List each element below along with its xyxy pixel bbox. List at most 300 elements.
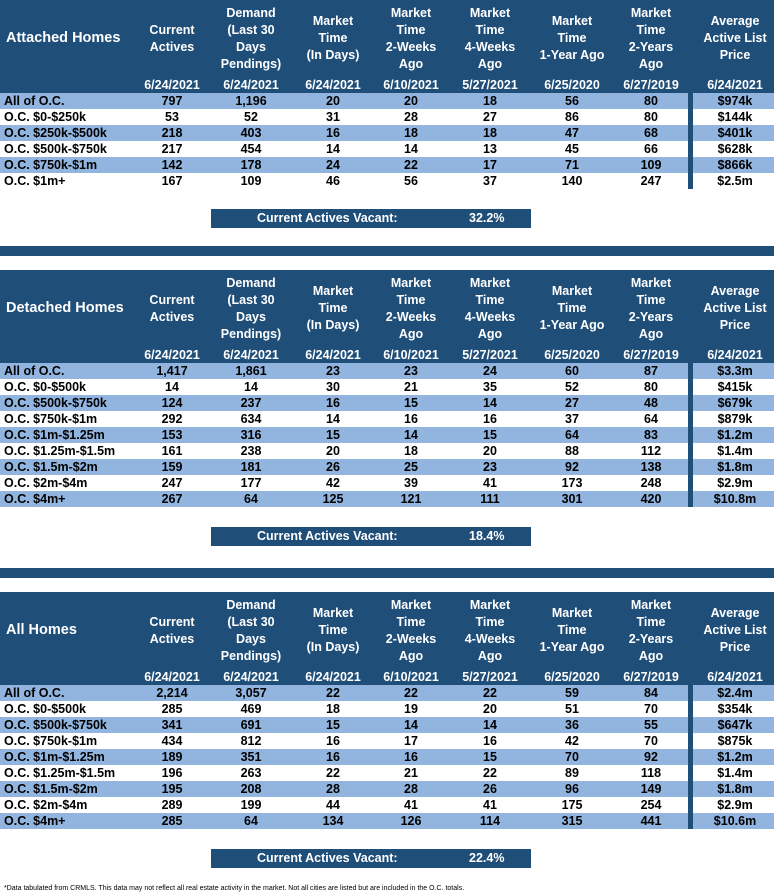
attached-homes-vacant-box [211,209,531,228]
table-row [0,141,774,157]
section-divider [0,568,774,578]
cell-value: 177 [240,476,262,490]
date-label: 6/24/2021 [223,78,279,92]
cell-value: 118 [640,766,662,780]
cell-value: 84 [644,686,658,700]
cell-value: 16 [404,412,418,426]
cell-value: 41 [404,798,418,812]
table-row [0,459,774,475]
cell-value: 26 [483,782,497,796]
cell-value: 18 [483,126,497,140]
cell-value: $354k [717,702,753,716]
table-row [0,717,774,733]
vacant-value: 22.4% [469,851,505,865]
row-label: O.C. $1.25m-$1.5m [4,444,116,458]
detached-homes-title: Detached Homes [6,300,124,316]
cell-value: 17 [404,734,418,748]
cell-value: 112 [640,444,662,458]
cell-value: 30 [326,380,340,394]
cell-value: 68 [644,126,658,140]
cell-value: 15 [326,718,340,732]
cell-value: 797 [161,94,183,108]
column-header-mt-2w: Market Time 2-Weeks Ago [385,275,437,341]
date-label: 6/10/2021 [383,348,439,362]
row-label: O.C. $500k-$750k [4,142,107,156]
column-header-demand: Demand (Last 30 Days Pendings) [220,275,282,341]
column-header-demand: Demand (Last 30 Days Pendings) [220,5,282,71]
cell-value: 19 [404,702,418,716]
cell-value: 21 [404,766,418,780]
cell-value: 301 [561,492,583,506]
vacant-label: Current Actives Vacant: [257,211,398,225]
cell-value: 92 [644,750,658,764]
row-label: O.C. $1.5m-$2m [4,782,98,796]
cell-value: 1,861 [235,364,267,378]
table-row [0,781,774,797]
cell-value: 22 [483,766,497,780]
cell-value: 16 [326,396,340,410]
row-label: All of O.C. [4,94,65,108]
table-row [0,411,774,427]
all-homes-header [0,592,774,669]
cell-value: 341 [161,718,183,732]
table-row [0,765,774,781]
cell-value: $10.6m [713,814,757,828]
cell-value: $1.2m [717,428,753,442]
attached-homes-dates-row [0,77,774,93]
cell-value: 64 [244,492,258,506]
column-header-mt-2w: Market Time 2-Weeks Ago [385,597,437,663]
cell-value: 14 [244,380,258,394]
cell-value: 48 [644,396,658,410]
cell-value: 22 [404,158,418,172]
cell-value: $1.8m [717,782,753,796]
cell-value: 13 [483,142,497,156]
cell-value: 46 [326,174,340,188]
date-label: 6/25/2020 [544,78,600,92]
cell-value: 14 [483,396,497,410]
cell-value: 92 [565,460,579,474]
row-label: O.C. $0-$500k [4,702,86,716]
cell-value: $1.4m [717,766,753,780]
cell-value: 15 [483,428,497,442]
cell-value: 111 [480,492,500,506]
cell-value: 315 [561,814,583,828]
cell-value: 16 [483,412,497,426]
cell-value: 36 [565,718,579,732]
cell-value: 26 [326,460,340,474]
cell-value: 39 [404,476,418,490]
row-label: O.C. $1m-$1.25m [4,750,105,764]
cell-value: 18 [404,444,418,458]
cell-value: 27 [483,110,497,124]
column-header-mt-2w: Market Time 2-Weeks Ago [385,5,437,71]
vacant-value: 32.2% [469,211,505,225]
cell-value: 15 [404,396,418,410]
cell-value: 23 [404,364,418,378]
cell-value: $974k [717,94,753,108]
cell-value: 71 [565,158,579,172]
cell-value: 109 [640,158,662,172]
cell-value: $144k [717,110,753,124]
cell-value: 134 [322,814,344,828]
cell-value: $415k [717,380,753,394]
column-separator [688,363,693,507]
row-label: O.C. $500k-$750k [4,396,107,410]
table-row [0,379,774,395]
column-header-mt-2y: Market Time 2-Years Ago [628,597,674,663]
cell-value: 53 [165,110,179,124]
cell-value: 86 [565,110,579,124]
column-header-mt-days: Market Time (In Days) [306,14,360,62]
cell-value: 28 [404,110,418,124]
cell-value: 70 [644,734,658,748]
cell-value: 16 [483,734,497,748]
cell-value: 96 [565,782,579,796]
column-header-current-actives: Current Actives [149,292,195,324]
table-row [0,93,774,109]
date-label: 6/10/2021 [383,670,439,684]
cell-value: $1.2m [717,750,753,764]
column-separator [688,685,693,829]
date-label: 6/25/2020 [544,670,600,684]
cell-value: 149 [640,782,662,796]
cell-value: 14 [326,412,340,426]
detached-homes-dates-row [0,347,774,363]
table-row [0,125,774,141]
cell-value: 218 [161,126,183,140]
row-label: O.C. $1m+ [4,174,66,188]
row-label: All of O.C. [4,686,65,700]
cell-value: 434 [161,734,183,748]
cell-value: 42 [326,476,340,490]
cell-value: 14 [326,142,340,156]
cell-value: 87 [644,364,658,378]
cell-value: 125 [322,492,344,506]
cell-value: 292 [161,412,183,426]
cell-value: 24 [483,364,497,378]
row-label: O.C. $4m+ [4,492,66,506]
column-header-mt-1y: Market Time 1-Year Ago [539,606,605,654]
table-row [0,157,774,173]
date-label: 6/10/2021 [383,78,439,92]
cell-value: 88 [565,444,579,458]
cell-value: 18 [404,126,418,140]
cell-value: 64 [244,814,258,828]
cell-value: 285 [161,702,183,716]
column-header-demand: Demand (Last 30 Days Pendings) [220,597,282,663]
date-label: 6/27/2019 [623,348,679,362]
cell-value: 20 [483,702,497,716]
column-header-mt-2y: Market Time 2-Years Ago [628,5,674,71]
cell-value: $866k [717,158,753,172]
cell-value: 24 [326,158,340,172]
cell-value: 1,196 [235,94,267,108]
cell-value: 23 [326,364,340,378]
cell-value: 83 [644,428,658,442]
cell-value: 14 [404,718,418,732]
vacant-label: Current Actives Vacant: [257,529,398,543]
table-row [0,491,774,507]
cell-value: 195 [161,782,183,796]
cell-value: 41 [483,798,497,812]
date-label: 6/24/2021 [707,670,763,684]
cell-value: 121 [400,492,422,506]
date-label: 6/24/2021 [305,670,361,684]
cell-value: $2.9m [717,476,753,490]
column-header-avg-price: Average Active List Price [703,284,767,332]
footnote: *Data tabulated from CRMLS. This data may not reflect all real estate activity in the market. Not all cities are listed but are included in the O.C. totals. [4,885,465,892]
cell-value: 25 [404,460,418,474]
cell-value: 80 [644,94,658,108]
all-homes-vacant-box [211,849,531,868]
row-label: O.C. $750k-$1m [4,412,98,426]
row-label: O.C. $4m+ [4,814,66,828]
cell-value: 3,057 [235,686,267,700]
cell-value: $10.8m [713,492,757,506]
cell-value: $401k [717,126,753,140]
cell-value: 181 [240,460,262,474]
cell-value: 14 [165,380,179,394]
cell-value: 420 [640,492,662,506]
cell-value: 35 [483,380,497,394]
cell-value: 16 [404,750,418,764]
table-row [0,427,774,443]
date-label: 5/27/2021 [462,670,518,684]
cell-value: 454 [240,142,262,156]
cell-value: 178 [240,158,262,172]
cell-value: 56 [404,174,418,188]
cell-value: 22 [326,766,340,780]
cell-value: 14 [483,718,497,732]
cell-value: 161 [161,444,183,458]
cell-value: 42 [565,734,579,748]
column-header-avg-price: Average Active List Price [703,14,767,62]
cell-value: 189 [161,750,183,764]
column-header-avg-price: Average Active List Price [703,606,767,654]
cell-value: $1.8m [717,460,753,474]
cell-value: 15 [326,428,340,442]
cell-value: 31 [326,110,340,124]
cell-value: 27 [565,396,579,410]
date-label: 6/24/2021 [305,78,361,92]
cell-value: 28 [404,782,418,796]
cell-value: 70 [565,750,579,764]
cell-value: 248 [640,476,662,490]
vacant-label: Current Actives Vacant: [257,851,398,865]
cell-value: 691 [240,718,262,732]
cell-value: 217 [161,142,183,156]
all-homes-title: All Homes [6,622,77,638]
row-label: O.C. $1m-$1.25m [4,428,105,442]
cell-value: $2.4m [717,686,753,700]
cell-value: 254 [640,798,662,812]
column-header-mt-4w: Market Time 4-Weeks Ago [464,5,516,71]
row-label: O.C. $2m-$4m [4,798,88,812]
cell-value: 140 [561,174,583,188]
cell-value: $628k [717,142,753,156]
cell-value: 64 [565,428,579,442]
cell-value: 51 [565,702,579,716]
cell-value: 142 [161,158,183,172]
cell-value: 208 [240,782,262,796]
cell-value: 23 [483,460,497,474]
column-separator [688,93,693,189]
cell-value: 289 [161,798,183,812]
table-row [0,395,774,411]
cell-value: 173 [561,476,583,490]
date-label: 6/24/2021 [707,78,763,92]
cell-value: 37 [483,174,497,188]
cell-value: 267 [161,492,183,506]
cell-value: 20 [326,444,340,458]
date-label: 6/24/2021 [223,670,279,684]
date-label: 6/24/2021 [144,348,200,362]
cell-value: 16 [326,126,340,140]
cell-value: 237 [240,396,262,410]
cell-value: 64 [644,412,658,426]
column-header-mt-4w: Market Time 4-Weeks Ago [464,275,516,341]
date-label: 5/27/2021 [462,78,518,92]
cell-value: 153 [161,428,183,442]
cell-value: $3.3m [717,364,753,378]
cell-value: 634 [240,412,262,426]
column-header-current-actives: Current Actives [149,614,195,646]
column-header-mt-days: Market Time (In Days) [306,284,360,332]
cell-value: 14 [404,428,418,442]
table-row [0,797,774,813]
cell-value: 20 [404,94,418,108]
cell-value: 41 [483,476,497,490]
row-label: O.C. $2m-$4m [4,476,88,490]
cell-value: 124 [161,396,183,410]
row-label: All of O.C. [4,364,65,378]
cell-value: 16 [326,734,340,748]
cell-value: 114 [479,814,501,828]
cell-value: 18 [483,94,497,108]
cell-value: 56 [565,94,579,108]
cell-value: 196 [161,766,183,780]
date-label: 6/24/2021 [305,348,361,362]
cell-value: 247 [161,476,183,490]
cell-value: 52 [244,110,258,124]
column-header-mt-4w: Market Time 4-Weeks Ago [464,597,516,663]
cell-value: 89 [565,766,579,780]
column-header-current-actives: Current Actives [149,22,195,54]
row-label: O.C. $250k-$500k [4,126,107,140]
cell-value: 21 [404,380,418,394]
cell-value: 22 [326,686,340,700]
column-header-mt-2y: Market Time 2-Years Ago [628,275,674,341]
cell-value: 285 [161,814,183,828]
cell-value: 469 [240,702,262,716]
cell-value: 22 [404,686,418,700]
detached-homes-vacant-box [211,527,531,546]
cell-value: 247 [640,174,662,188]
cell-value: 441 [640,814,662,828]
cell-value: 70 [644,702,658,716]
date-label: 6/24/2021 [707,348,763,362]
table-row [0,173,774,189]
cell-value: 159 [161,460,183,474]
date-label: 6/27/2019 [623,78,679,92]
cell-value: 20 [483,444,497,458]
table-row [0,363,774,379]
cell-value: 351 [240,750,262,764]
cell-value: 175 [561,798,583,812]
cell-value: 403 [240,126,262,140]
row-label: O.C. $0-$250k [4,110,86,124]
cell-value: 138 [640,460,662,474]
cell-value: 66 [644,142,658,156]
column-header-mt-days: Market Time (In Days) [306,606,360,654]
table-row [0,733,774,749]
cell-value: 15 [483,750,497,764]
cell-value: 80 [644,110,658,124]
attached-homes-title: Attached Homes [6,30,121,46]
column-header-mt-1y: Market Time 1-Year Ago [539,14,605,62]
attached-homes-header [0,0,774,77]
cell-value: $2.9m [717,798,753,812]
row-label: O.C. $750k-$1m [4,158,98,172]
date-label: 6/25/2020 [544,348,600,362]
cell-value: $2.5m [717,174,753,188]
cell-value: 20 [326,94,340,108]
cell-value: 199 [240,798,262,812]
cell-value: 37 [565,412,579,426]
date-label: 6/24/2021 [144,78,200,92]
cell-value: 17 [483,158,497,172]
cell-value: $647k [717,718,753,732]
cell-value: 1,417 [156,364,188,378]
cell-value: 45 [565,142,579,156]
table-row [0,443,774,459]
table-row [0,701,774,717]
cell-value: 60 [565,364,579,378]
cell-value: 80 [644,380,658,394]
row-label: O.C. $0-$500k [4,380,86,394]
detached-homes-header [0,270,774,347]
row-label: O.C. $750k-$1m [4,734,98,748]
table-row [0,475,774,491]
cell-value: 238 [240,444,262,458]
row-label: O.C. $1.5m-$2m [4,460,98,474]
table-row [0,109,774,125]
date-label: 6/24/2021 [223,348,279,362]
table-row [0,813,774,829]
row-label: O.C. $1.25m-$1.5m [4,766,116,780]
table-row [0,685,774,701]
cell-value: 18 [326,702,340,716]
cell-value: 44 [326,798,340,812]
cell-value: 47 [565,126,579,140]
vacant-value: 18.4% [469,529,505,543]
row-label: O.C. $500k-$750k [4,718,107,732]
column-header-mt-1y: Market Time 1-Year Ago [539,284,605,332]
cell-value: 55 [644,718,658,732]
section-divider [0,246,774,256]
date-label: 6/27/2019 [623,670,679,684]
cell-value: 16 [326,750,340,764]
table-row [0,749,774,765]
date-label: 5/27/2021 [462,348,518,362]
cell-value: 52 [565,380,579,394]
cell-value: $1.4m [717,444,753,458]
cell-value: 22 [483,686,497,700]
cell-value: $875k [717,734,753,748]
cell-value: 126 [400,814,422,828]
all-homes-dates-row [0,669,774,685]
